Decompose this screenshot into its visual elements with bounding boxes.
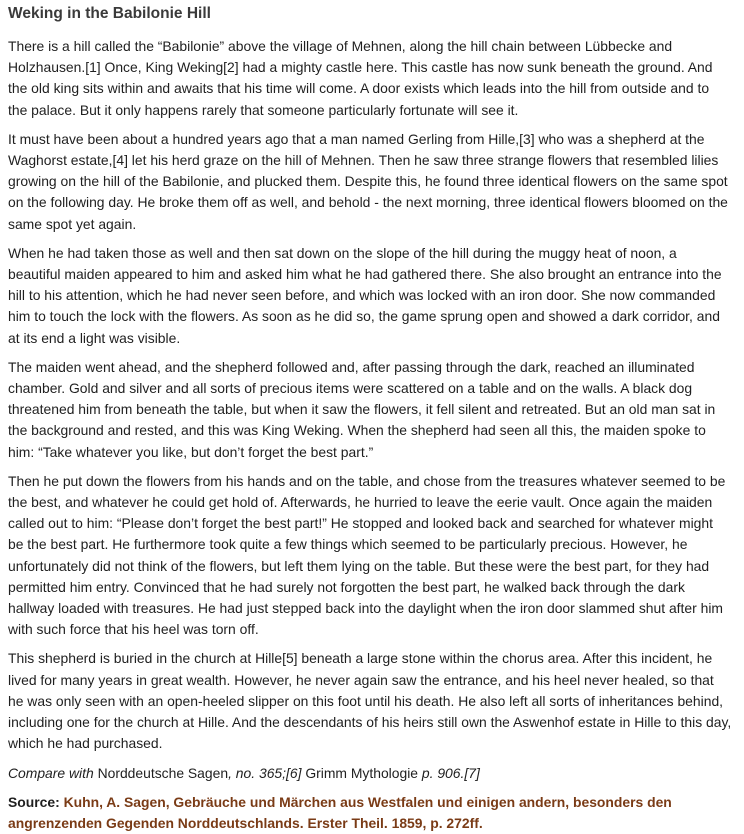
compare-note (8, 763, 732, 784)
page-title: Weking in the Babilonie Hill (8, 5, 211, 22)
compare-title-mythologie: Mythologie (346, 764, 422, 781)
paragraph-3: When he had taken those as well and then sat down on the slope of the hill during the muggy heat of noon, a beautiful maiden appeared to him and asked him what he had gathered there. She also brought an entrance into the hill to his attention, which he had never seen before, and which was locked with an iron door. She now commanded him to touch the lock with the flowers. As soon as he did so, the game sprung open and showed a dark corridor, and at its end a light was visible. (8, 244, 722, 346)
paragraph-2: It must have been about a hundred years ago that a man named Gerling from Hille,[3] who was a shepherd at the Waghorst estate,[4] let his herd graze on the hill of Mehnen. Then he saw three strange flowers that resembled lilies growing on the hill of the Babilonie, and plucked them. Despite this, he found three identical flowers on the same spot on the following day. He broke them off as well, and behold - the next morning, three identical flowers bloomed on the same spot yet again. (8, 130, 728, 232)
source-label: Source: (8, 793, 60, 810)
source-link[interactable]: Kuhn, A. Sagen, Gebräuche und Märchen aus Westfalen und einigen andern, besonders den angrenzenden Gegenden Norddeutschlands. Erster Theil. 1859, p. 272ff. (8, 793, 672, 831)
paragraph-1: There is a hill called the “Babilonie” above the village of Mehnen, along the hill chain between Lübbecke and Holzhausen.[1] Once, King Weking[2] had a mighty castle here. This castle has now sunk beneath the ground. And the old king sits within and awaits that his time will come. A door exists which leads into the hill from outside and to the palace. But it only happens rarely that someone particularly fortunate will see it. (8, 38, 713, 118)
compare-ref-1: , no. 365;[6] (228, 764, 306, 781)
compare-author-grimm: Grimm (305, 764, 347, 781)
paragraph-6: This shepherd is buried in the church at Hille[5] beneath a large stone within the chorus area. After this incident, he lived for many years in great wealth. However, he never again saw the entrance, and his heel never healed, so that he was only seen with an open-heeled slipper on this foot until his death. He also left all sorts of inheritances behind, including one for the church at Hille. And the descendants of his heirs still own the Aswenhof estate in Hille to this day, which he had purchased. (8, 650, 732, 752)
paragraph-5: Then he put down the flowers from his hands and on the table, and chose from the treasures whatever seemed to be the best, and whatever he could get hold of. Afterwards, he hurried to leave the eerie vault. Once again the maiden called out to him: “Please don’t forget the best part!” He stopped and looked back and searched for whatever might be the best part. He furthermore took quite a few things which seemed to be particularly precious. However, he unfortunately did not think of the flowers, but left them lying on the table. But these were the best part, for they had permitted him entry. Convinced that he had surely not forgotten the best part, he walked back through the dark hallway loaded with treasures. He had just stepped back into the daylight when the iron door slammed shut after him with such force that his heel was torn off. (8, 472, 726, 638)
paragraph-4: The maiden went ahead, and the shepherd followed and, after passing through the dark, reached an illuminated chamber. Gold and silver and all sorts of precious items were scattered on a table and on the walls. A black dog threatened him from beneath the table, but when it saw the flowers, it fell silent and retreated. But an old man sat in the background and rested, and this was King Weking. When the shepherd had seen all this, the maiden spoke to him: “Take whatever you like, but don’t forget the best part.” (8, 358, 716, 460)
compare-prefix: Compare with (8, 764, 98, 781)
compare-ref-2: p. 906.[7] (421, 764, 480, 781)
compare-title-norddeutsche-sagen: Norddeutsche Sagen (97, 764, 229, 781)
source-line (8, 792, 732, 834)
